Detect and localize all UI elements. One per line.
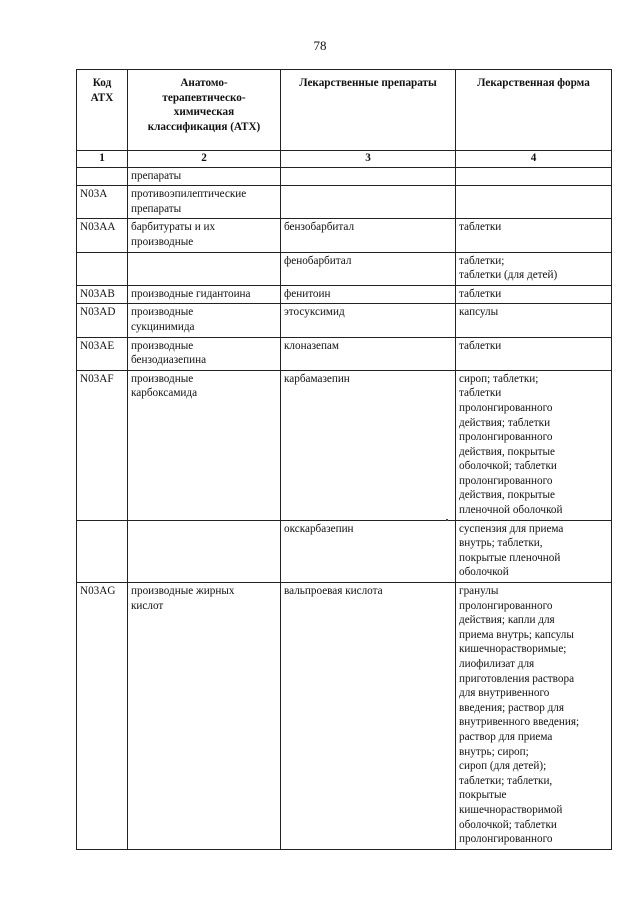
form-cell: гранулы пролонгированного действия; капли для приема внутрь; капсулы кишечнорастворимые; лиофилизат для приготовления раствора для внутривенного введения; раствор для внутривенного введения; раствор для приема внутрь; сироп; сироп (для детей); таблетки; таблетки, покрытые кишечнорастворимой оболочкой; таблетки пролонгированного — [456, 583, 612, 850]
atc-code-cell — [77, 252, 128, 285]
atc-class-cell — [128, 520, 281, 582]
table-row — [77, 186, 612, 219]
atc-class-cell: производные жирных кислот — [128, 583, 281, 850]
drug-cell: клоназепам — [281, 337, 456, 370]
atc-code-cell — [77, 520, 128, 582]
drug-cell — [281, 186, 456, 219]
atc-class-cell: барбитураты и их производные — [128, 219, 281, 252]
atc-class-cell — [128, 252, 281, 285]
table-header-row — [77, 70, 612, 151]
table-row — [77, 370, 612, 520]
drug-cell: бензобарбитал — [281, 219, 456, 252]
header-dosage-form: Лекарственная форма — [456, 70, 612, 151]
atc-class-cell: производные бензодиазепина — [128, 337, 281, 370]
atc-class-cell: препараты — [128, 167, 281, 186]
table-row — [77, 219, 612, 252]
column-number: 4 — [456, 151, 612, 168]
page-number: 78 — [313, 38, 327, 53]
atc-code-cell: N03AA — [77, 219, 128, 252]
form-cell — [456, 186, 612, 219]
atc-code-cell: N03A — [77, 186, 128, 219]
form-cell: капсулы — [456, 304, 612, 337]
atc-code-cell: N03AE — [77, 337, 128, 370]
column-number: 1 — [77, 151, 128, 168]
header-atc-code: Код АТХ — [77, 70, 128, 151]
drug-cell: окскарбазепин — [281, 520, 456, 582]
form-cell: суспензия для приема внутрь; таблетки, покрытые пленочной оболочкой — [456, 520, 612, 582]
form-cell: таблетки — [456, 337, 612, 370]
atc-class-cell: производные сукцинимида — [128, 304, 281, 337]
table-row — [77, 304, 612, 337]
atc-class-cell: производные гидантоина — [128, 285, 281, 304]
atc-class-cell: противоэпилептические препараты — [128, 186, 281, 219]
table-row — [77, 252, 612, 285]
atc-code-cell: N03AD — [77, 304, 128, 337]
drug-cell: фенобарбитал — [281, 252, 456, 285]
atc-code-cell: N03AG — [77, 583, 128, 850]
drug-cell: карбамазепин — [281, 370, 456, 520]
atc-class-cell: производные карбоксамида — [128, 370, 281, 520]
table-row — [77, 167, 612, 186]
form-cell: сироп; таблетки; таблетки пролонгированного действия; таблетки пролонгированного действия, покрытые оболочкой; таблетки пролонгированного действия, покрытые пленочной оболочкой — [456, 370, 612, 520]
atc-drug-table — [76, 69, 612, 850]
drug-cell: этосуксимид — [281, 304, 456, 337]
form-cell — [456, 167, 612, 186]
form-cell: таблетки; таблетки (для детей) — [456, 252, 612, 285]
atc-code-cell: N03AF — [77, 370, 128, 520]
drug-cell: фенитоин — [281, 285, 456, 304]
table-row — [77, 520, 612, 582]
atc-code-cell — [77, 167, 128, 186]
form-cell: таблетки — [456, 219, 612, 252]
table-row — [77, 337, 612, 370]
drug-cell: вальпроевая кислота — [281, 583, 456, 850]
table-row — [77, 285, 612, 304]
table-row — [77, 583, 612, 850]
drug-cell — [281, 167, 456, 186]
column-number: 2 — [128, 151, 281, 168]
atc-code-cell: N03AB — [77, 285, 128, 304]
form-cell: таблетки — [456, 285, 612, 304]
header-atc-classification: Анатомо- терапевтическо- химическая классификация (АТХ) — [128, 70, 281, 151]
scan-speck — [446, 519, 448, 521]
header-drugs: Лекарственные препараты — [281, 70, 456, 151]
column-number: 3 — [281, 151, 456, 168]
column-number-row — [77, 151, 612, 168]
